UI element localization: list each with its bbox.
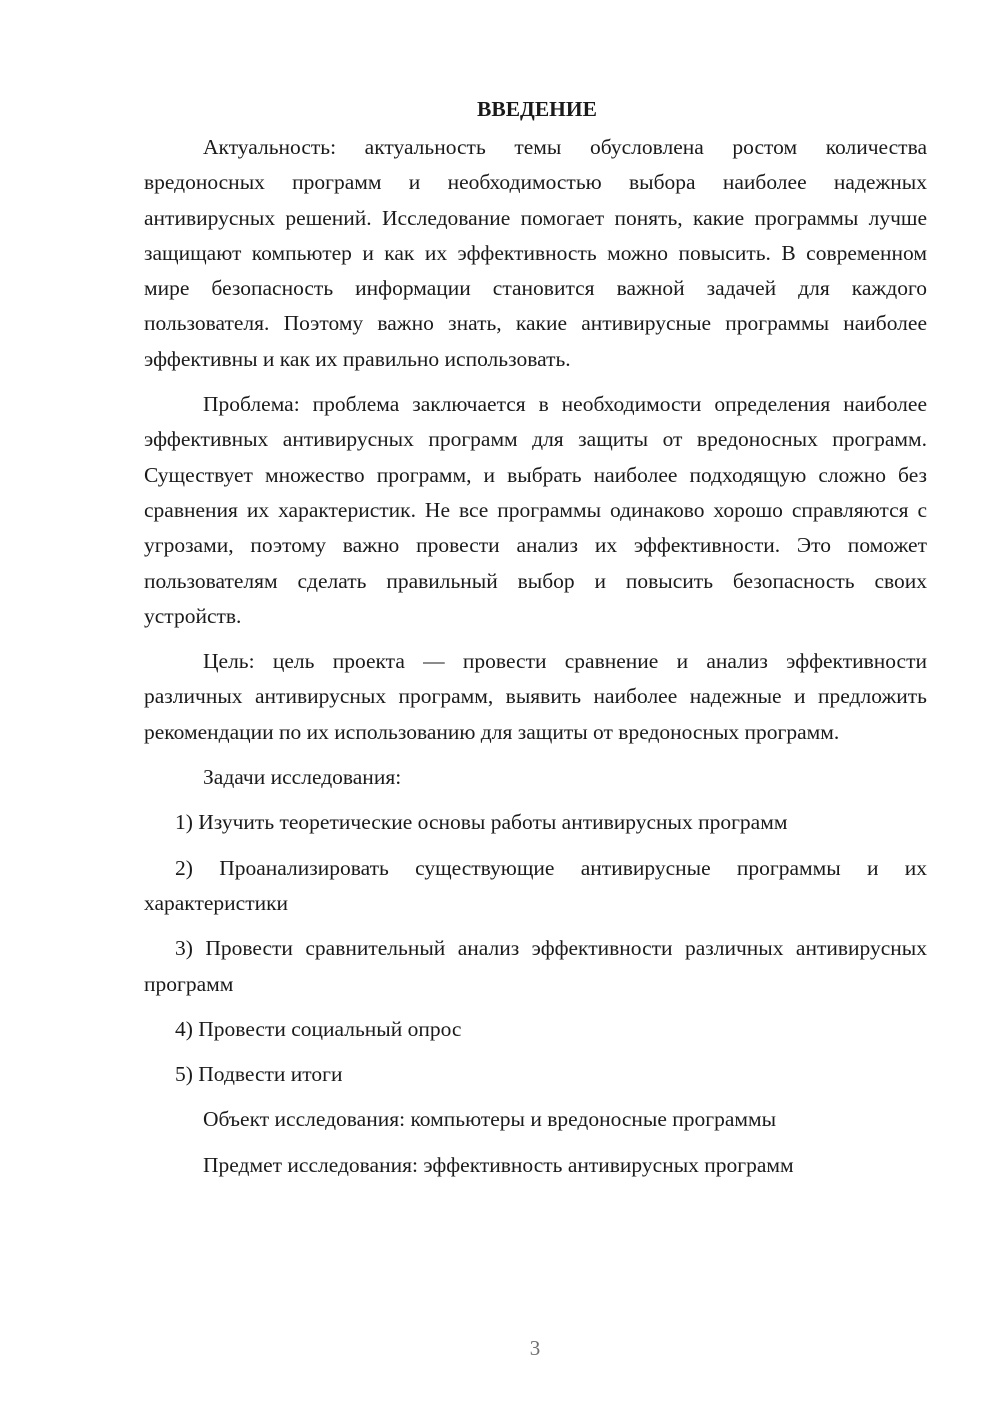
page-number: 3: [529, 1336, 541, 1360]
relevance-paragraph: Актуальность: актуальность темы обусловлена ростом количества вредоносных программ и необходимостью выбора наиболее надежных антивирусных решений. Исследование помогает понять, какие программы лучше защищают компьютер и как их эффективность можно повысить. В современном мире безопасность информации становится важной задачей для каждого пользователя. Поэтому важно знать, какие антивирусные программы наиболее эффективны и как их правильно использовать.: [144, 135, 927, 371]
page-content: [144, 92, 927, 1193]
task-item-5: 5) Подвести итоги: [175, 1062, 343, 1087]
tasks-heading: Задачи исследования:: [203, 765, 402, 790]
task-item-4: 4) Провести социальный опрос: [175, 1016, 462, 1041]
problem-paragraph: Проблема: проблема заключается в необходимости определения наиболее эффективных антивирусных программ для защиты от вредоносных программ. Существует множество программ, и выбрать наиболее подходящую сложно без сравнения их характеристик. Не все программы одинаково хорошо справляются с угрозами, поэтому важно провести анализ их эффективности. Это поможет пользователям сделать правильный выбор и повысить безопасность своих устройств.: [144, 392, 927, 628]
research-object: Объект исследования: компьютеры и вредоносные программы: [203, 1107, 777, 1132]
research-subject: Предмет исследования: эффективность антивирусных программ: [203, 1152, 794, 1177]
section-title: ВВЕДЕНИЕ: [477, 97, 597, 121]
task-item-2: 2) Проанализировать существующие антивирусные программы и их характеристики: [144, 855, 927, 915]
goal-paragraph: Цель: цель проекта — провести сравнение и анализ эффективности различных антивирусных программ, выявить наиболее надежные и предложить рекомендации по их использованию для защиты от вредоносных программ.: [144, 649, 927, 744]
task-item-3: 3) Провести сравнительный анализ эффективности различных антивирусных программ: [144, 936, 927, 996]
task-item-1: 1) Изучить теоретические основы работы антивирусных программ: [175, 810, 788, 835]
